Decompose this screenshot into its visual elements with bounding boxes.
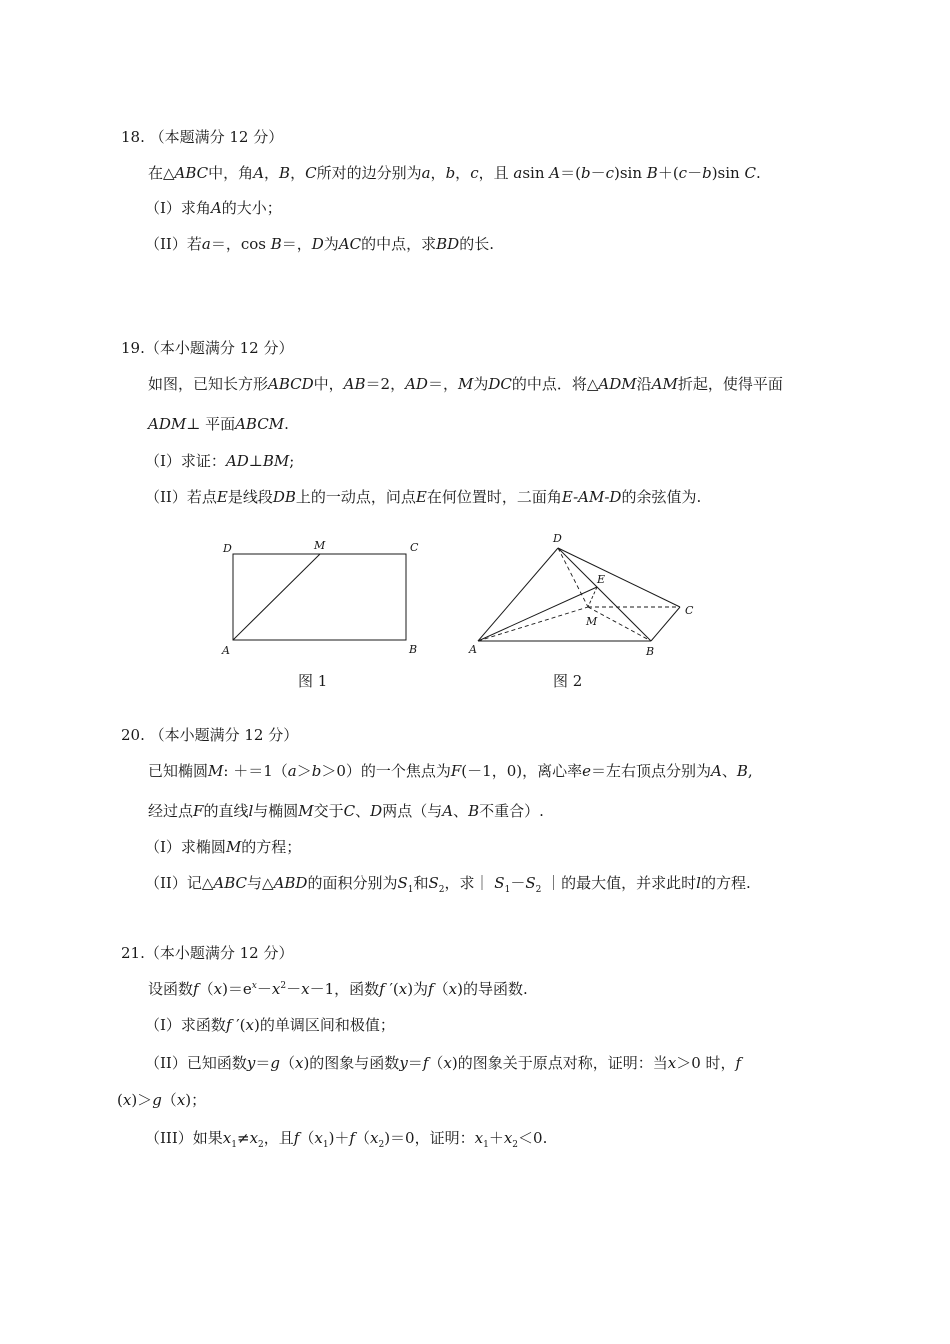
q19-stem-line2: ADM⊥ 平面ABCM. (148, 415, 289, 433)
label-e: E (597, 573, 606, 586)
label-c: C (410, 541, 419, 554)
q21-part1: （I）求函数f ′(x)的单调区间和极值； (145, 1016, 395, 1034)
q19-stem-line1: 如图，已知长方形ABCD中，AB＝2，AD＝，M为DC的中点．将△ADM沿AM折起，使得平面 (148, 375, 783, 393)
q20-part1: （I）求椭圆M的方程； (145, 838, 302, 856)
q21-part3: （III）如果$x_1\ne x_2$，且$f(x_1)+f(x_2)=0$，证明：$x_1+x_2<0$. (145, 1129, 548, 1150)
rect-abcd (233, 554, 406, 640)
q21-part2: （II）已知函数y＝g（x)的图象与函数y＝f（x)的图象关于原点对称，证明：当x＞0 时，f (145, 1054, 742, 1072)
edge-am-dashed (478, 607, 588, 641)
q20-stem-line2: 经过点F的直线l与椭圆M交于C、D两点（与A、B不重合）. (148, 802, 544, 820)
q18-title: 18. （本题满分 12 分） (121, 128, 284, 146)
edge-da (478, 548, 558, 641)
label-m: M (586, 615, 598, 628)
q19-part2: （II）若点E是线段DB上的一动点，问点E在何位置时，二面角E-AM-D的余弦值为. (145, 488, 702, 506)
edge-mb-dashed (588, 607, 651, 641)
edge-bc (651, 607, 680, 641)
label-a: A (222, 644, 230, 657)
edge-db (558, 548, 651, 641)
q21-part2-cont: (x)＞g（x)； (117, 1091, 207, 1109)
q20-title: 20. （本小题满分 12 分） (121, 726, 299, 744)
q18-stem: 在△ABC中，角A，B，C所对的边分别为a，b，c，且 asin A＝(b－c)sin B＋(c－b)sin C. (148, 164, 761, 182)
segment-am (233, 554, 320, 640)
label-m: M (314, 539, 326, 552)
q19-part1: （I）求证：AD⊥BM; (145, 452, 295, 470)
q21-title: 21.（本小题满分 12 分） (121, 944, 294, 962)
label-b: B (409, 643, 418, 656)
label-d: D (553, 532, 562, 545)
q20-stem-line1: 已知椭圆M: ＋＝1（a＞b＞0）的一个焦点为F(－1，0)，离心率e＝左右顶点分别为A、B, (148, 762, 753, 780)
label-b: B (646, 645, 655, 658)
q19-title: 19.（本小题满分 12 分） (121, 339, 294, 357)
figure-1-caption: 图 1 (298, 672, 328, 690)
q21-stem: 设函数$f(x)=e^x-x^2-x-1$，函数f ′(x)为f（x)的导函数. (148, 980, 528, 998)
label-a: A (469, 643, 477, 656)
label-d: D (223, 542, 232, 555)
label-c: C (685, 604, 694, 617)
edge-dc (558, 548, 680, 607)
q18-part2: （II）若a＝，cos B＝，D为AC的中点，求BD的长. (145, 235, 494, 253)
figure-2 (465, 530, 705, 660)
figure-2-caption: 图 2 (553, 672, 583, 690)
edge-ae (478, 587, 597, 641)
q20-part2: （II）记△ABC与△ABD的面积分别为$S_1$和$S_2$，求｜ $S_1-S_2$ ｜的最大值，并求此时l的方程. (145, 874, 751, 895)
q18-part1: （I）求角A的大小； (145, 199, 282, 217)
figure-1 (215, 535, 435, 660)
